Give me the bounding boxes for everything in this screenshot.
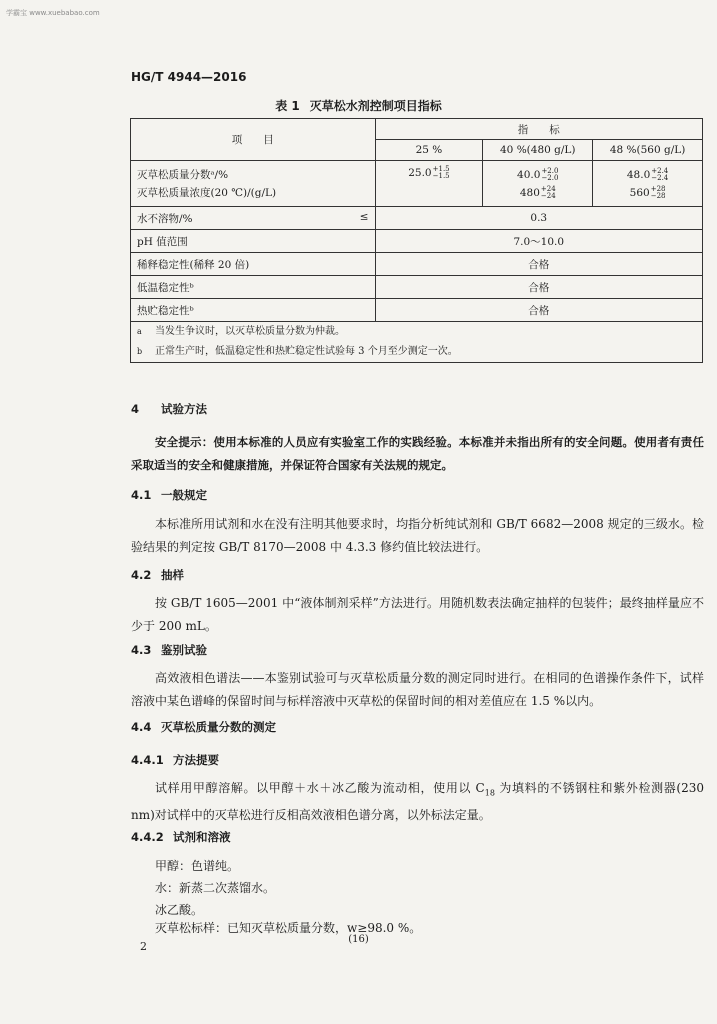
section-4-1-title: 一般规定 [161,488,207,502]
value-40-conc-lower: −24 [540,191,556,200]
method-text-subscript: 18 [484,788,495,798]
value-25-lower: −1.5 [432,172,450,180]
section-4-heading [131,401,207,417]
heat-storage-value: 合格 [375,299,702,322]
value-48-fraction: 48.0 [626,168,651,181]
section-4-1-number: 4.1 [131,488,152,502]
section-4-3-heading [131,642,207,658]
reagent-methanol: 甲醇：色谱纯。 [155,859,240,873]
note-b-mark: b [137,347,143,356]
section-4-4-number: 4.4 [131,720,152,734]
section-4-4-1-heading [131,752,219,768]
page-number: 2 [140,940,147,953]
section-4-1-heading [131,487,207,503]
section-4-4-2-heading [131,829,231,845]
mass-concentration-label: 灭草松质量浓度(20 ℃)/(g/L) [137,186,277,199]
heat-storage-label: 热贮稳定性ᵇ [131,299,376,322]
note-b [137,342,696,362]
insoluble-label: 水不溶物/% [137,212,193,225]
value-25-main: 25.0 [408,167,432,179]
value-25-upper: +1.5 [432,165,450,173]
dilution-value: 合格 [375,253,702,276]
header-col-40: 40 %(480 g/L) [483,140,593,161]
section-4-2-heading [131,567,184,583]
value-48 [593,161,703,207]
table-notes [131,322,703,363]
note-a-mark: a [137,327,142,336]
table-number: 表 1 [275,99,300,113]
watermark: 学霸宝 www.xuebabao.com [6,9,100,17]
value-40-conc-upper: +24 [540,184,556,193]
section-4-4-1-number: 4.4.1 [131,753,164,767]
section-4-2-text: 按 GB/T 1605—2001 中“液体制剂采样”方法进行。用随机数表法确定抽样的包装件；最终抽样量应不少于 200 mL。 [131,596,704,633]
note-b-text: 正常生产时，低温稳定性和热贮稳定性试验每 3 个月至少测定一次。 [155,346,458,357]
reagent-standard: 灭草松标样：已知灭草松质量分数，w≥98.0 %。 [155,921,422,935]
method-text-b: 为填料的不锈钢柱和紫外检测器(230 nm)对试样中的灭草松进行反相高效液相色谱分离，以外标法定量。 [131,781,705,823]
value-40-fraction: 40.0 [517,168,541,181]
section-4-4-heading [131,719,276,735]
section-4-number: 4 [131,402,140,416]
section-4-2-title: 抽样 [161,568,184,582]
reagent-acetic-acid: 冰乙酸。 [155,903,204,917]
low-temp-value: 合格 [375,276,702,299]
value-40-concentration: 480 [519,186,540,199]
section-4-3-number: 4.3 [131,643,152,657]
section-4-3-text: 高效液相色谱法——本鉴别试验可与灭草松质量分数的测定同时进行。在相同的色谱操作条件下，试样溶液中某色谱峰的保留时间与标样溶液中灭草松的保留时间的相对差值应在 1.5 %以内。 [131,671,704,708]
section-4-4-title: 灭草松质量分数的测定 [161,720,276,734]
note-a [137,322,696,342]
ph-value: 7.0～10.0 [375,230,702,253]
section-4-title: 试验方法 [161,402,207,416]
row-content-label [131,161,376,207]
safety-note: 安全提示：使用本标准的人员应有实验室工作的实践经验。本标准并未指出所有的安全问题。使用者有责任采取适当的安全和健康措施，并保证符合国家有关法规的规定。 [131,435,704,472]
value-48-conc-lower: −28 [650,191,666,200]
spec-table [130,118,703,363]
value-40 [483,161,593,207]
header-item: 项 目 [131,119,376,161]
mass-fraction-label: 灭草松质量分数ᵃ/% [137,168,229,181]
section-4-4-2-number: 4.4.2 [131,830,164,844]
method-text-a: 试样用甲醇溶解。以甲醇＋水＋冰乙酸为流动相，使用以 C [155,781,485,795]
section-4-1-text: 本标准所用试剂和水在没有注明其他要求时，均指分析纯试剂和 GB/T 6682—2008 规定的三级水。检验结果的判定按 GB/T 8170—2008 中 4.3.3 修约值比较法进行。 [131,517,704,554]
note-a-text: 当发生争议时，以灭草松质量分数为仲裁。 [155,326,345,337]
section-4-2-number: 4.2 [131,568,152,582]
section-4-4-1-text [131,777,704,827]
insoluble-label-cell [131,207,376,230]
section-4-4-1-title: 方法提要 [173,753,219,767]
table-title-text: 灭草松水剂控制项目指标 [309,99,442,113]
reagent-water: 水：新蒸二次蒸馏水。 [155,881,276,895]
section-4-4-2-title: 试剂和溶液 [173,830,231,844]
less-equal-sign: ≤ [359,210,369,223]
header-indicator: 指 标 [375,119,702,140]
ph-label: pH 值范围 [131,230,376,253]
standard-code: HG/T 4944—2016 [131,70,247,84]
value-48-conc-upper: +28 [650,184,666,193]
value-48-fraction-lower: −2.4 [651,173,669,182]
value-40-fraction-upper: +2.0 [541,166,559,175]
value-25 [375,161,483,207]
dilution-label: 稀释稳定性(稀释 20 倍) [131,253,376,276]
header-col-48: 48 %(560 g/L) [593,140,703,161]
header-col-25: 25 % [375,140,483,161]
value-48-concentration: 560 [629,186,650,199]
value-40-fraction-lower: −2.0 [541,173,559,182]
sequence-number: (16) [348,934,369,945]
value-48-fraction-upper: +2.4 [651,166,669,175]
low-temp-label: 低温稳定性ᵇ [131,276,376,299]
table-title [0,97,717,114]
section-4-3-title: 鉴别试验 [161,643,207,657]
insoluble-value: 0.3 [375,207,702,230]
